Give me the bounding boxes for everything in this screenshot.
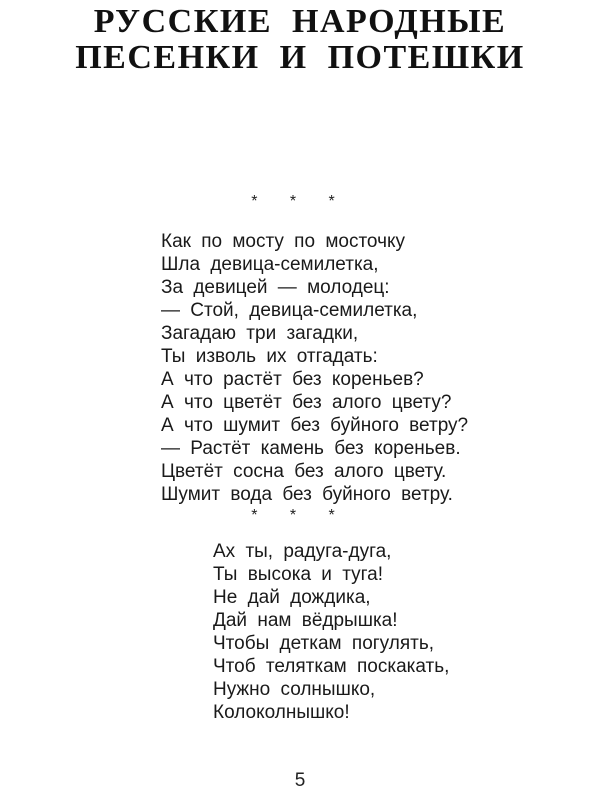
poem-line: Цветёт сосна без алого цвету. (161, 461, 447, 482)
poem-line: Нужно солнышко, (213, 679, 376, 700)
poem-2 (213, 540, 449, 724)
title-line-2: ПЕСЕНКИ И ПОТЕШКИ (75, 39, 525, 76)
poem-line: Не дай дождика, (213, 587, 371, 608)
poem-line: — Растёт камень без кореньев. (161, 438, 461, 459)
poem-line: Ах ты, радуга-дуга, (213, 541, 392, 562)
poem-line: Как по мосту по мосточку (161, 231, 406, 252)
poem-line: А что шумит без буйного ветру? (161, 415, 469, 436)
poem-line: Шумит вода без буйного ветру. (161, 484, 453, 505)
poem-line: Ты высока и туга! (213, 564, 383, 585)
poem-line: Чтоб теляткам поскакать, (213, 656, 450, 677)
poem-line: Ты изволь их отгадать: (161, 346, 378, 367)
title-line-1: РУССКИЕ НАРОДНЫЕ (93, 3, 507, 40)
poem-line: А что растёт без кореньев? (161, 369, 424, 390)
poem-line: А что цветёт без алого цвету? (161, 392, 452, 413)
stanza-separator: * * * (251, 507, 349, 524)
poem-line: Чтобы деткам погулять, (213, 633, 435, 654)
poem-line: Колоколнышко! (213, 702, 350, 723)
poem-line: Шла девица-семилетка, (161, 254, 379, 275)
page-number: 5 (294, 770, 306, 791)
page-title (0, 4, 600, 76)
stanza-separator: * * * (251, 193, 349, 210)
poem-line: За девицей — молодец: (161, 277, 390, 298)
poem-line: — Стой, девица-семилетка, (161, 300, 418, 321)
poem-line: Дай нам вёдрышка! (213, 610, 398, 631)
poem-line: Загадаю три загадки, (161, 323, 359, 344)
poem-1 (161, 230, 468, 506)
